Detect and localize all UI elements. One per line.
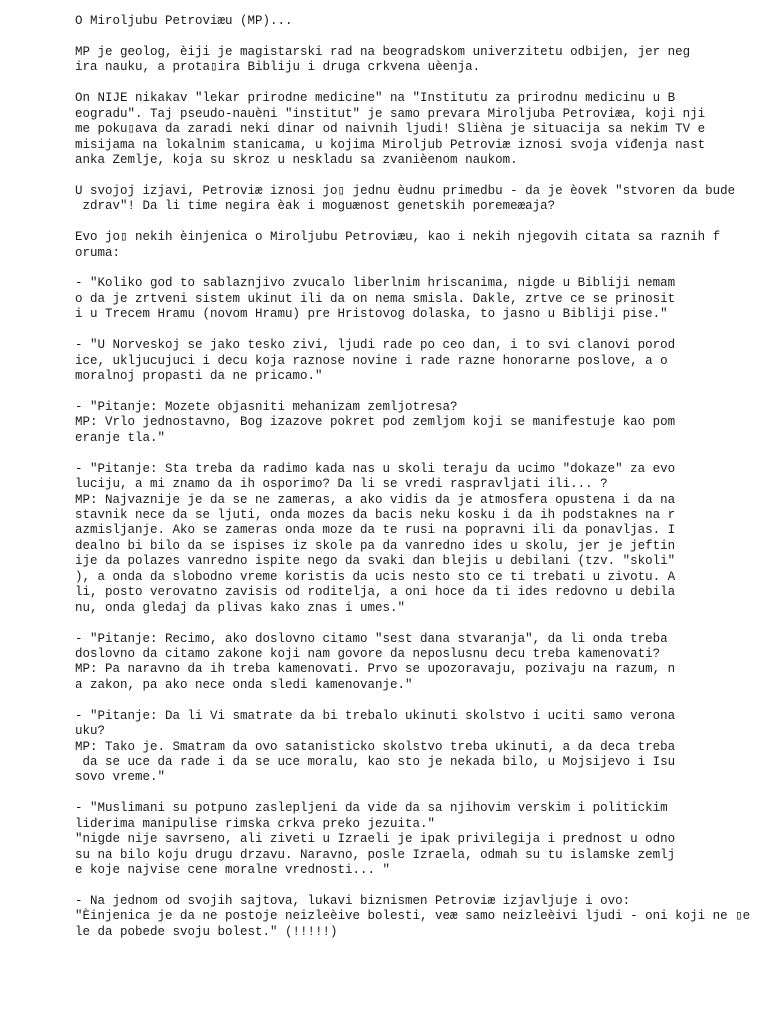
text-line: - "U Norveskoj se jako tesko zivi, ljudi rade po ceo dan, i to svi clanovi porod [75,338,676,353]
text-line: misijama na lokalnim stanicama, u kojima Miroljub Petroviæ iznosi svoja viđenja nast [75,137,706,152]
text-line: sovo vreme." [75,770,166,785]
text-line: MP je geolog, èiji je magistarski rad na beogradskom univerzitetu odbijen, jer neg [75,44,691,59]
paragraph [75,14,755,29]
text-line: e koje najvise cene moralne vrednosti... " [75,863,391,878]
paragraph [75,801,755,878]
text-line: doslovno da citamo zakone koji nam govore da neposlusnu decu treba kamenovati? [75,646,661,661]
document-body [75,14,755,956]
text-line: da se uce da rade i da se uce moralu, kao sto je nekada bilo, u Mojsijevo i Isu [75,755,676,769]
text-line: liderima manipulise rimska crkva preko jezuita." [75,816,436,831]
text-line: - "Muslimani su potpuno zaslepljeni da vide da sa njihovim verskim i politickim [75,801,668,816]
text-line: stavnik nece da se ljuti, onda mozes da bacis neku kosku i da ih podstaknes na r [75,508,676,522]
paragraph [75,400,755,446]
text-line: U svojoj izjavi, Petroviæ iznosi jo▯ jednu èudnu primedbu - da je èovek "stvoren da bude [75,183,736,198]
paragraph [75,462,755,616]
paragraph [75,230,755,261]
text-line: azmisljanje. Ako se zameras onda moze da te rusi na popravni ili da ponavljas. I [75,523,676,538]
paragraph [75,276,755,322]
text-line: dealno bi bilo da se ispises iz skole pa da vanredno ides u skolu, jer je jeftin [75,538,676,553]
text-line: nu, onda gledaj da plivas kako znas i umes." [75,600,406,615]
text-line: - "Pitanje: Sta treba da radimo kada nas u skoli teraju da ucimo "dokaze" za evo [75,461,676,476]
text-line: ice, ukljucujuci i decu koja raznose novine i rade razne honorarne poslove, a o [75,353,668,368]
text-line: - "Pitanje: Recimo, ako doslovno citamo "sest dana stvaranja", da li onda treba [75,631,668,646]
text-line: oruma: [75,245,121,260]
paragraph [75,338,755,384]
text-line: moralnoj propasti da ne pricamo." [75,369,323,384]
text-line: - Na jednom od svojih sajtova, lukavi biznismen Petroviæ izjavljuje i ovo: [75,893,631,908]
text-line: MP: Najvaznije je da se ne zameras, a ako vidis da je atmosfera opustena i da na [75,492,676,507]
paragraph [75,184,755,215]
text-line: MP: Tako je. Smatram da ovo satanisticko skolstvo treba ukinuti, a da deca treba [75,739,676,754]
text-line: On NIJE nikakav "lekar prirodne medicine" na "Institutu za prirodnu medicinu u B [75,91,676,106]
text-line: MP: Vrlo jednostavno, Bog izazove pokret pod zemljom koji se manifestuje kao pom [75,415,676,430]
text-line: me poku▯ava da zaradi neki dinar od naivnih ljudi! Slièna je situacija sa nekim TV e [75,122,706,137]
text-line: i u Trecem Hramu (novom Hramu) pre Hristovog dolaska, to jasno u Bibliji pise." [75,307,668,322]
text-line: ije da polazes vanredno ispite nego da svaki dan blejis u debilani (tzv. "skoli" [75,554,676,569]
text-line: - "Pitanje: Da li Vi smatrate da bi trebalo ukinuti skolstvo i uciti samo verona [75,708,676,723]
text-line: - "Koliko god to sablaznjivo zvucalo liberlnim hriscanima, nigde u Bibliji nemam [75,276,676,291]
paragraph [75,894,755,940]
paragraph [75,632,755,694]
text-line: MP: Pa naravno da ih treba kamenovati. Prvo se upozoravaju, pozivaju na razum, n [75,662,676,677]
text-line: uku? [75,724,106,739]
paragraph [75,45,755,76]
text-line: anka Zemlje, koja su skroz u neskladu sa zvanièenom naukom. [75,152,518,167]
text-line: Evo jo▯ nekih èinjenica o Miroljubu Petroviæu, kao i nekih njegovih citata sa raznih f [75,230,721,245]
text-line: ), a onda da slobodno vreme koristis da ucis nesto sto ce ti trebati u zivotu. A [75,569,676,584]
text-line: "nigde nije savrseno, ali ziveti u Izraeli je ipak privilegija i prednost u odno [75,832,676,847]
text-line: o da je zrtveni sistem ukinut ili da on nema smisla. Dakle, zrtve ce se prinosit [75,291,676,306]
text-line: "Èinjenica je da ne postoje neizleèive bolesti, veæ samo neizleèivi ljudi - oni koji ne ▯e [75,909,751,924]
text-line: su na bilo koju drugu drzavu. Naravno, posle Izraela, odmah su tu islamske zemlj [75,847,676,862]
text-line: ira nauku, a prota▯ira Bibliju i druga crkvena uèenja. [75,60,481,75]
paragraph [75,709,755,786]
text-line: - "Pitanje: Mozete objasniti mehanizam zemljotresa? [75,399,458,414]
paragraph [75,91,755,168]
text-line: O Miroljubu Petroviæu (MP)... [75,14,293,28]
text-line: le da pobede svoju bolest." (!!!!!) [75,924,338,939]
text-line: eranje tla." [75,430,166,445]
text-line: a zakon, pa ako nece onda sledi kamenovanje." [75,677,413,692]
text-line: li, posto verovatno zavisis od roditelja, a oni hoce da ti ides redovno u debila [75,585,676,600]
text-line: eogradu". Taj pseudo-nauèni "institut" je samo prevara Miroljuba Petroviæa, koji nji [75,106,706,121]
text-line: zdrav"! Da li time negira èak i moguænost genetskih poremeæaja? [75,199,556,214]
text-line: luciju, a mi znamo da ih osporimo? Da li se vredi raspravljati ili... ? [75,477,608,492]
